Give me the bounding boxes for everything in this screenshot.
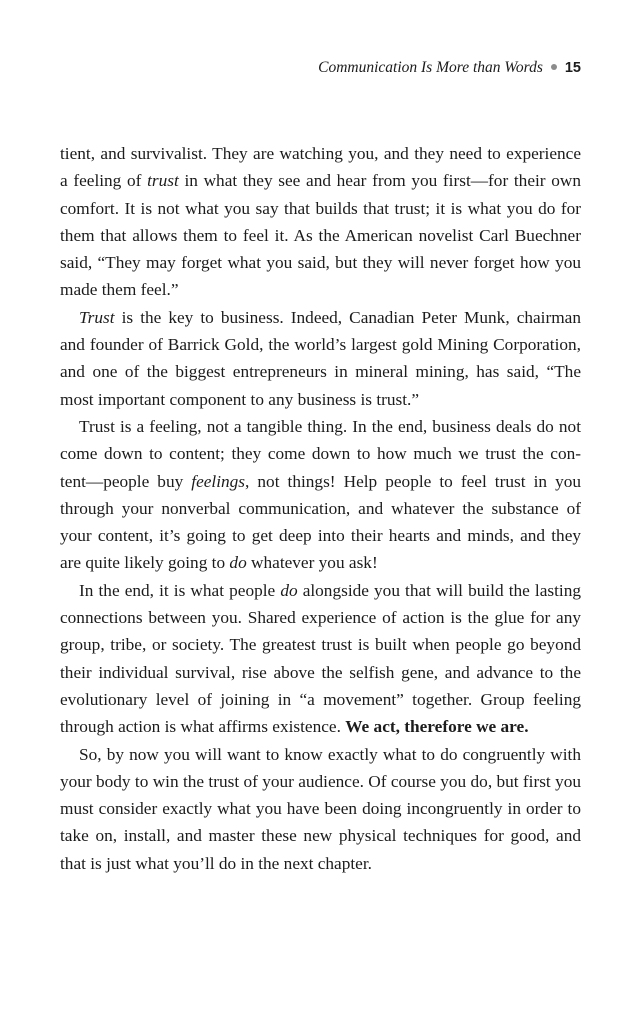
text-run: their individual survival, rise above the selfish gene, and advance to the bbox=[60, 662, 581, 682]
text-line bbox=[60, 331, 581, 358]
text-run: So, by now you will want to know exactly what to do congruently with bbox=[79, 744, 581, 764]
text-run: and founder of Barrick Gold, the world’s largest gold Mining Corporation, bbox=[60, 335, 581, 355]
text-run: is the key to business. Indeed, Canadian Peter Munk, chairman bbox=[114, 307, 581, 327]
paragraph bbox=[60, 413, 581, 577]
text-run: through your nonverbal communication, and whatever the substance of bbox=[60, 498, 581, 518]
text-run: a feeling of bbox=[60, 171, 148, 191]
text-run: your body to win the trust of your audience. Of course you do, but first you bbox=[60, 771, 581, 791]
running-head bbox=[318, 58, 581, 78]
text-run: made them feel.” bbox=[60, 280, 179, 300]
text-line bbox=[60, 140, 581, 167]
italic-text: do bbox=[229, 553, 247, 573]
text-line bbox=[60, 659, 581, 686]
text-line bbox=[60, 850, 581, 877]
text-run: must consider exactly what you have been doing incongruently in order to bbox=[60, 799, 581, 819]
text-line bbox=[60, 631, 581, 658]
text-line bbox=[60, 276, 581, 303]
italic-text: feelings bbox=[191, 471, 246, 491]
text-run: are quite likely going to bbox=[60, 553, 230, 573]
text-line bbox=[60, 222, 581, 249]
text-run: In the end, it is what people bbox=[79, 580, 281, 600]
text-line bbox=[60, 358, 581, 385]
text-line bbox=[60, 768, 581, 795]
text-run: comfort. It is not what you say that builds that trust; it is what you do for bbox=[60, 198, 581, 218]
text-run: them that allows them to feel it. As the American novelist Carl Buechner bbox=[60, 225, 581, 245]
bold-text: We act, therefore we are. bbox=[345, 717, 529, 737]
text-run: Trust is a feeling, not a tangible thing. In the end, business deals do not bbox=[79, 416, 581, 436]
text-run: and one of the biggest entrepreneurs in mineral mining, has said, “The bbox=[60, 362, 581, 382]
italic-text: do bbox=[280, 580, 298, 600]
body-text bbox=[60, 140, 581, 877]
chapter-title: Communication Is More than Words bbox=[318, 59, 543, 76]
paragraph bbox=[60, 741, 581, 877]
paragraph bbox=[60, 577, 581, 741]
text-line bbox=[60, 522, 581, 549]
text-line bbox=[60, 413, 581, 440]
text-run: alongside you that will build the lasting bbox=[297, 580, 581, 600]
text-line bbox=[60, 304, 581, 331]
text-line bbox=[60, 795, 581, 822]
text-line bbox=[60, 468, 581, 495]
paragraph bbox=[60, 304, 581, 413]
bullet-separator-icon bbox=[551, 64, 557, 70]
text-run: tient, and survivalist. They are watching you, and they need to experience bbox=[60, 144, 581, 163]
text-run: through action is what affirms existence. bbox=[60, 717, 346, 737]
text-run: most important component to any business is trust.” bbox=[60, 389, 420, 409]
text-line bbox=[60, 495, 581, 522]
text-run: take on, install, and master these new physical techniques for good, and bbox=[60, 826, 581, 846]
text-line bbox=[60, 440, 581, 467]
text-line bbox=[60, 195, 581, 222]
text-line bbox=[60, 822, 581, 849]
text-line bbox=[60, 249, 581, 276]
text-run: evolutionary level of joining in “a movement” together. Group feeling bbox=[60, 689, 581, 709]
text-run: come down to content; they come down to how much we trust the con- bbox=[60, 444, 581, 464]
italic-text: Trust bbox=[79, 307, 115, 327]
text-line bbox=[60, 713, 581, 740]
text-run: group, tribe, or society. The greatest trust is built when people go beyond bbox=[60, 635, 581, 655]
text-run: whatever you ask! bbox=[246, 553, 378, 573]
text-run: in what they see and hear from you first—for their own bbox=[178, 171, 581, 191]
text-run: said, “They may forget what you said, but they will never forget how you bbox=[60, 253, 581, 273]
text-run: your content, it’s going to get deep into their hearts and minds, and they bbox=[60, 526, 581, 546]
text-line bbox=[60, 167, 581, 194]
text-line bbox=[60, 686, 581, 713]
paragraph bbox=[60, 140, 581, 304]
italic-text: trust bbox=[147, 171, 179, 191]
page-number: 15 bbox=[564, 60, 581, 76]
text-run: , not things! Help people to feel trust in you bbox=[245, 471, 581, 491]
text-line bbox=[60, 549, 581, 576]
text-line bbox=[60, 741, 581, 768]
text-run: that is just what you’ll do in the next chapter. bbox=[60, 853, 372, 873]
text-line bbox=[60, 604, 581, 631]
text-run: connections between you. Shared experience of action is the glue for any bbox=[60, 608, 581, 628]
text-run: tent—people buy bbox=[60, 471, 192, 491]
text-line bbox=[60, 577, 581, 604]
text-line bbox=[60, 386, 581, 413]
